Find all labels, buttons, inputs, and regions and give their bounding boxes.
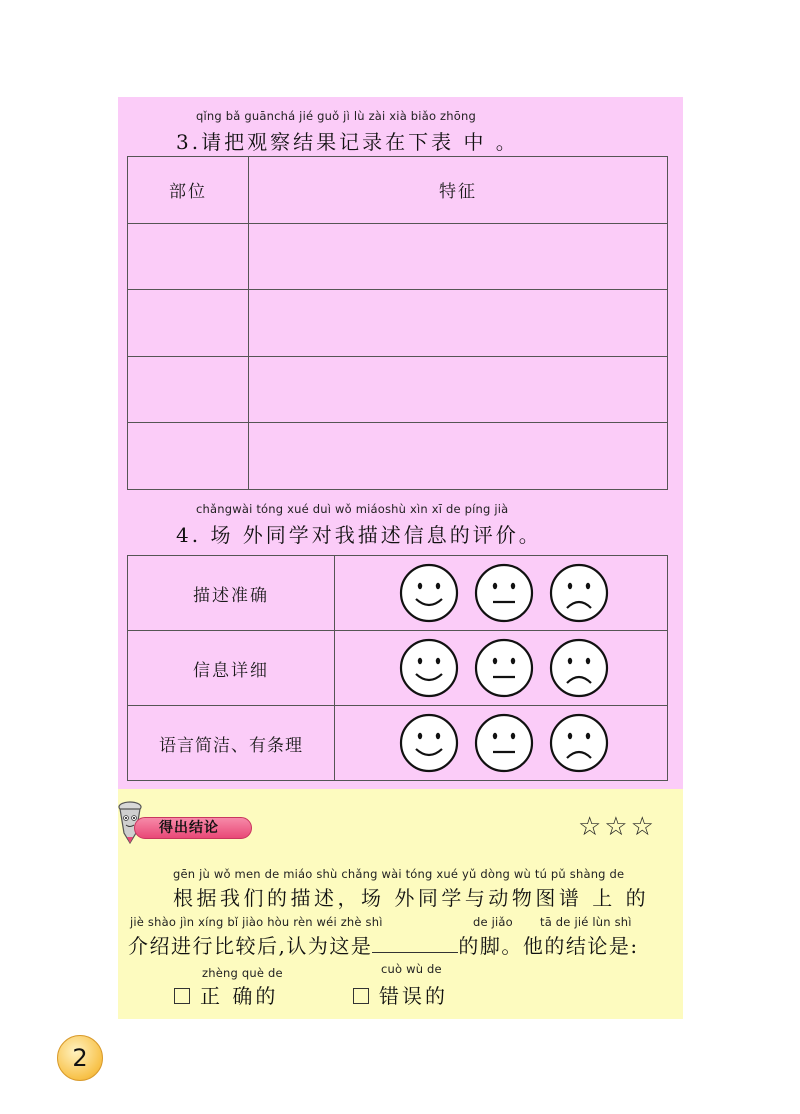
table-cell[interactable] (249, 356, 668, 423)
conclusion-badge: 得出结论 (134, 817, 252, 839)
answer-blank[interactable] (372, 935, 458, 953)
header-feature: 特征 (249, 157, 668, 224)
table-cell[interactable] (249, 423, 668, 490)
face-options (335, 631, 668, 706)
table-cell[interactable] (128, 356, 249, 423)
conclusion-line2-pre: 介绍进行比较后,认为这是 (128, 934, 373, 958)
conclusion-line1-pinyin: gēn jù wǒ men de miáo shù chǎng wài tóng xué yǔ dòng wù tú pǔ shàng de (173, 867, 625, 881)
table-cell[interactable] (128, 223, 249, 290)
face-options (335, 556, 668, 631)
criterion-label: 信息详细 (128, 631, 335, 706)
correct-checkbox[interactable] (174, 988, 190, 1004)
table-row (128, 356, 668, 423)
header-part: 部位 (128, 157, 249, 224)
table-row (128, 423, 668, 490)
table-row (128, 556, 668, 631)
neutral-face-icon[interactable] (474, 563, 534, 623)
option-correct-label: 正 确的 (200, 984, 279, 1008)
smiley-face-icon[interactable] (399, 563, 459, 623)
criterion-label: 语言简洁、有条理 (128, 706, 335, 781)
q3-title: 3.请把观察结果记录在下表 中 。 (176, 130, 519, 154)
option-wrong-label: 错误的 (379, 984, 448, 1008)
option-correct (174, 980, 278, 1009)
sad-face-icon[interactable] (549, 713, 609, 773)
sad-face-icon[interactable] (549, 563, 609, 623)
table-row (128, 290, 668, 357)
conclusion-header (112, 797, 252, 847)
table-cell[interactable] (128, 290, 249, 357)
table-header-row (128, 157, 668, 224)
q4-title: 4. 场 外同学对我描述信息的评价。 (176, 523, 542, 547)
conclusion-line2-post: 的脚。他的结论是: (458, 934, 639, 958)
neutral-face-icon[interactable] (474, 638, 534, 698)
sad-face-icon[interactable] (549, 638, 609, 698)
table-row (128, 706, 668, 781)
difficulty-stars: ☆☆☆ (578, 812, 657, 842)
conclusion-line2-pinyin: jiè shào jìn xíng bǐ jiào hòu rèn wéi zhè shì (130, 915, 383, 929)
criterion-label: 描述准确 (128, 556, 335, 631)
option-wrong (353, 980, 448, 1009)
conclusion-line1: 根据我们的描述，场 外同学与动物图谱 上 的 (173, 886, 650, 910)
q4-pinyin: chǎngwài tóng xué duì wǒ miáoshù xìn xī de píng jià (196, 502, 509, 516)
option-wrong-pinyin: cuò wù de (381, 962, 442, 976)
face-options (335, 706, 668, 781)
conclusion-line2 (128, 930, 639, 959)
table-row (128, 631, 668, 706)
q3-pinyin: qǐng bǎ guānchá jié guǒ jì lù zài xià biǎo zhōng (196, 109, 476, 123)
smiley-face-icon[interactable] (399, 713, 459, 773)
conclusion-line2-pinyin-c: tā de jié lùn shì (540, 915, 632, 929)
evaluation-table (127, 555, 668, 781)
table-cell[interactable] (128, 423, 249, 490)
table-cell[interactable] (249, 290, 668, 357)
table-cell[interactable] (249, 223, 668, 290)
option-correct-pinyin: zhèng què de (202, 966, 283, 980)
neutral-face-icon[interactable] (474, 713, 534, 773)
table-row (128, 223, 668, 290)
wrong-checkbox[interactable] (353, 988, 369, 1004)
observation-table (127, 156, 668, 490)
page-number: 2 (57, 1035, 103, 1081)
smiley-face-icon[interactable] (399, 638, 459, 698)
conclusion-line2-pinyin-b: de jiǎo (473, 915, 513, 929)
